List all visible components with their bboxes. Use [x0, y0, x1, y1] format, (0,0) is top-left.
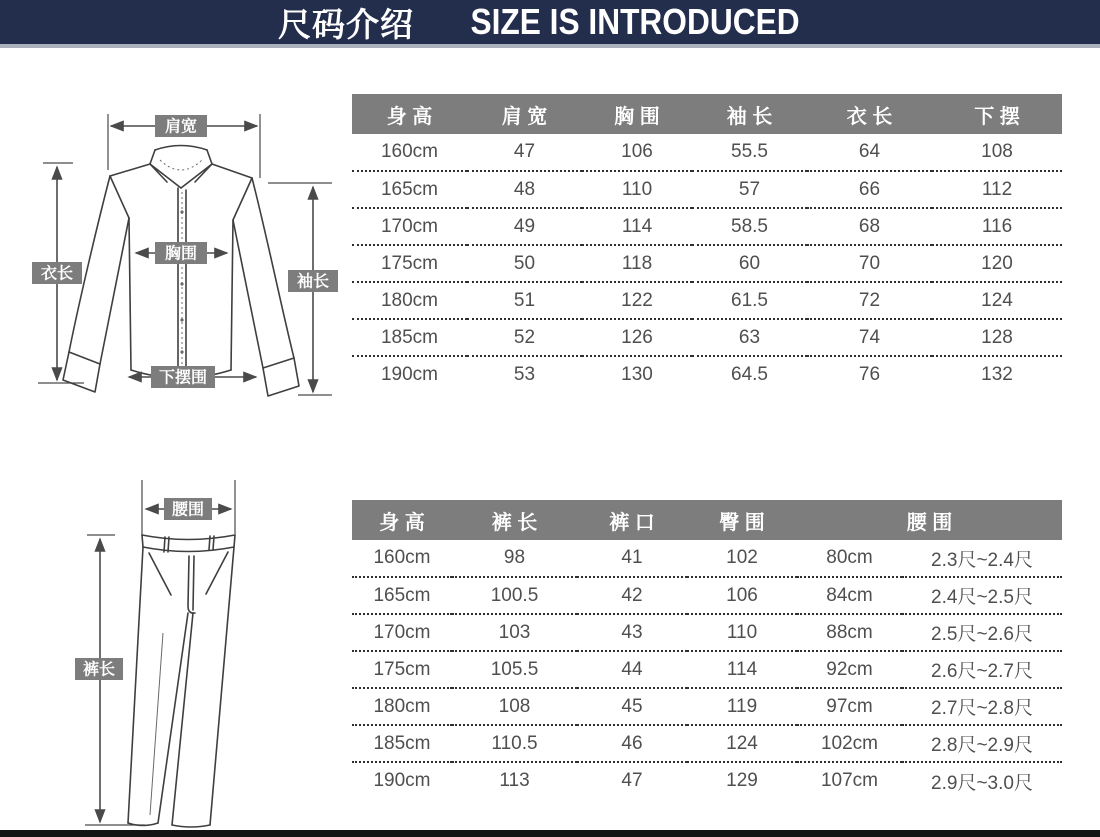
- table-cell: 108: [932, 134, 1062, 171]
- table-row: [352, 540, 1062, 577]
- svg-text:腰围: 腰围: [171, 501, 205, 519]
- table-cell: 175cm: [352, 245, 467, 282]
- svg-text:肩宽: 肩宽: [164, 118, 198, 136]
- svg-text:下摆围: 下摆围: [158, 369, 208, 387]
- table-row: [352, 356, 1062, 393]
- table-cell: 110: [687, 614, 797, 651]
- table-cell: 114: [687, 651, 797, 688]
- table-cell: 48: [467, 171, 582, 208]
- table-row: [352, 208, 1062, 245]
- header-row: [352, 94, 1062, 134]
- table-cell: 2.8尺~2.9尺: [902, 725, 1062, 762]
- column-header: 肩 宽: [467, 94, 582, 134]
- pants-table-body: [352, 540, 1062, 799]
- table-cell: 66: [807, 171, 932, 208]
- table-cell: 124: [932, 282, 1062, 319]
- table-cell: 110: [582, 171, 692, 208]
- table-cell: 113: [499, 770, 530, 791]
- column-header: 臀 围: [687, 500, 797, 540]
- svg-text:胸围: 胸围: [164, 245, 198, 263]
- column-header: 胸 围: [582, 94, 692, 134]
- table-cell: 170cm: [352, 208, 467, 245]
- table-cell: 118: [582, 245, 692, 282]
- shirt-table-body: [352, 134, 1062, 393]
- table-cell: 88cm: [797, 614, 902, 651]
- table-cell: 80cm: [797, 540, 902, 577]
- chest-label: [155, 242, 207, 264]
- sleeve-length-label: [288, 270, 338, 292]
- table-cell: 52: [467, 319, 582, 356]
- table-cell: 190cm: [373, 770, 431, 791]
- table-cell: 60: [692, 245, 807, 282]
- table-cell: 126: [582, 319, 692, 356]
- shirt-stitching: [160, 160, 202, 370]
- table-cell: 53: [513, 364, 536, 385]
- column-header: 衣 长: [807, 94, 932, 134]
- table-row: [352, 245, 1062, 282]
- table-cell: 2.9尺~3.0尺: [931, 772, 1033, 794]
- table-cell: 106: [687, 577, 797, 614]
- table-cell: 2.5尺~2.6尺: [902, 614, 1062, 651]
- shoulder-width-label: [155, 115, 207, 137]
- pants-measurement-diagram: [45, 478, 345, 830]
- banner-divider: [0, 44, 1100, 48]
- table-row: [352, 688, 1062, 725]
- table-cell: 43: [577, 614, 687, 651]
- column-header: 身 高: [352, 500, 452, 540]
- shirt-table-header: [352, 94, 1062, 134]
- hem-label: [151, 366, 215, 388]
- table-cell: 170cm: [352, 614, 452, 651]
- table-cell: 108: [452, 688, 577, 725]
- table-cell: 107cm: [820, 770, 879, 791]
- table-cell: 47: [467, 134, 582, 171]
- table-cell: 185cm: [352, 319, 467, 356]
- table-cell: 72: [807, 282, 932, 319]
- table-cell: 160cm: [352, 134, 467, 171]
- table-cell: 122: [582, 282, 692, 319]
- table-cell: 55.5: [692, 134, 807, 171]
- table-cell: 160cm: [352, 540, 452, 577]
- table-cell: 165cm: [352, 577, 452, 614]
- table-row: [352, 134, 1062, 171]
- table-cell: 41: [577, 540, 687, 577]
- table-cell: 130: [621, 364, 653, 385]
- table-cell: 102: [687, 540, 797, 577]
- table-cell: 92cm: [797, 651, 902, 688]
- table-cell: 68: [807, 208, 932, 245]
- waist-label: [164, 498, 212, 520]
- table-cell: 64.5: [731, 364, 768, 385]
- table-cell: 84cm: [797, 577, 902, 614]
- table-cell: 180cm: [352, 282, 467, 319]
- svg-text:袖长: 袖长: [296, 273, 330, 291]
- table-cell: 50: [467, 245, 582, 282]
- table-row: [352, 651, 1062, 688]
- bottom-strip: [0, 830, 1100, 837]
- svg-text:衣长: 衣长: [40, 265, 74, 283]
- table-cell: 102cm: [797, 725, 902, 762]
- shirt-measurement-diagram: [10, 90, 345, 420]
- table-cell: 97cm: [797, 688, 902, 725]
- table-cell: 116: [932, 208, 1062, 245]
- table-row: [352, 762, 1062, 799]
- pants-outline: [128, 535, 235, 827]
- table-cell: 119: [687, 688, 797, 725]
- shirt-outline: [63, 146, 299, 397]
- pants-crease-line: [150, 633, 163, 815]
- table-cell: 58.5: [692, 208, 807, 245]
- table-cell: 103: [452, 614, 577, 651]
- table-cell: 175cm: [352, 651, 452, 688]
- table-row: [352, 725, 1062, 762]
- table-cell: 124: [687, 725, 797, 762]
- column-header: 裤 口: [577, 500, 687, 540]
- table-cell: 98: [452, 540, 577, 577]
- table-cell: 110.5: [452, 725, 577, 762]
- table-cell: 180cm: [352, 688, 452, 725]
- table-cell: 57: [692, 171, 807, 208]
- table-cell: 45: [577, 688, 687, 725]
- table-cell: 100.5: [452, 577, 577, 614]
- table-cell: 44: [577, 651, 687, 688]
- table-cell: 165cm: [352, 171, 467, 208]
- table-cell: 47: [621, 770, 643, 791]
- table-cell: 42: [577, 577, 687, 614]
- title-banner: [0, 0, 1100, 44]
- table-cell: 190cm: [380, 364, 439, 385]
- table-row: [352, 282, 1062, 319]
- table-cell: 185cm: [352, 725, 452, 762]
- table-row: [352, 577, 1062, 614]
- table-cell: 105.5: [452, 651, 577, 688]
- table-cell: 106: [582, 134, 692, 171]
- table-cell: 49: [467, 208, 582, 245]
- header-row: [352, 500, 1062, 540]
- pants-length-label: [75, 658, 123, 680]
- table-cell: 2.4尺~2.5尺: [902, 577, 1062, 614]
- table-row: [352, 171, 1062, 208]
- table-cell: 70: [807, 245, 932, 282]
- table-cell: 114: [582, 208, 692, 245]
- shirt-size-table: [352, 94, 1062, 393]
- table-cell: 132: [981, 364, 1013, 385]
- table-cell: 61.5: [692, 282, 807, 319]
- table-cell: 2.6尺~2.7尺: [902, 651, 1062, 688]
- table-cell: 74: [807, 319, 932, 356]
- column-header: 下 摆: [932, 94, 1062, 134]
- column-header: 袖 长: [692, 94, 807, 134]
- table-cell: 2.7尺~2.8尺: [902, 688, 1062, 725]
- table-cell: 51: [467, 282, 582, 319]
- table-cell: 120: [932, 245, 1062, 282]
- title-english: SIZE IS INTRODUCED: [470, 1, 800, 42]
- table-cell: 128: [932, 319, 1062, 356]
- table-cell: 76: [858, 364, 881, 385]
- pants-table-header: [352, 500, 1062, 540]
- column-header: 身 高: [352, 94, 467, 134]
- table-cell: 112: [932, 171, 1062, 208]
- svg-text:裤长: 裤长: [82, 661, 116, 679]
- table-cell: 63: [692, 319, 807, 356]
- title-chinese: 尺码介绍: [277, 5, 414, 43]
- column-header: 腰 围: [797, 500, 1062, 540]
- table-cell: 64: [807, 134, 932, 171]
- table-row: [352, 319, 1062, 356]
- table-row: [352, 614, 1062, 651]
- pants-size-table: [352, 500, 1062, 799]
- table-cell: 129: [726, 770, 758, 791]
- column-header: 裤 长: [452, 500, 577, 540]
- table-cell: 2.3尺~2.4尺: [902, 540, 1062, 577]
- garment-length-label: [32, 262, 82, 284]
- table-cell: 46: [577, 725, 687, 762]
